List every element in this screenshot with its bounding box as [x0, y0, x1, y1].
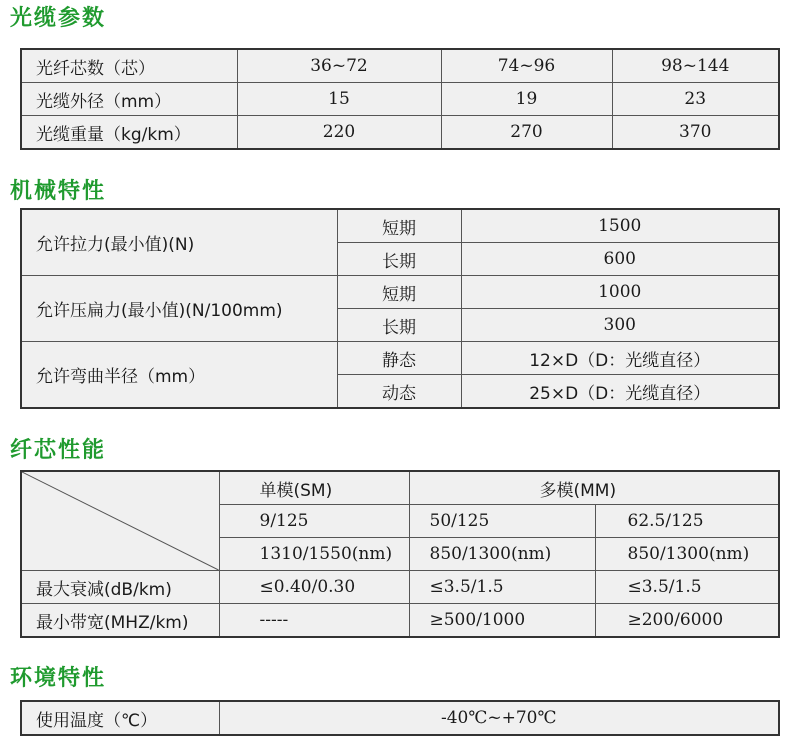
wavelength-cell: 1310/1550(nm)	[219, 538, 409, 571]
term-cell: 动态	[337, 375, 461, 409]
environment-table	[20, 700, 780, 736]
cell: 98~144	[612, 49, 779, 83]
sm-header: 单模(SM)	[219, 471, 409, 505]
cell: 370	[612, 116, 779, 150]
table-row	[21, 604, 779, 638]
table-row	[21, 209, 779, 243]
cell: 1500	[461, 209, 779, 243]
fiber-type-cell: 62.5/125	[595, 505, 779, 538]
row-label: 允许拉力(最小值)(N)	[21, 209, 337, 276]
table-row	[21, 471, 779, 505]
wavelength-cell: 850/1300(nm)	[409, 538, 595, 571]
diagonal-line	[22, 472, 219, 570]
row-label: 最大衰减(dB/km)	[21, 571, 219, 604]
cell: 23	[612, 83, 779, 116]
cell: 15	[237, 83, 441, 116]
cell: 12×D（D：光缆直径）	[461, 342, 779, 375]
cell: 74~96	[441, 49, 612, 83]
mm-header: 多模(MM)	[409, 471, 779, 505]
cell: 25×D（D：光缆直径）	[461, 375, 779, 409]
table-row	[21, 276, 779, 309]
row-label: 最小带宽(MHZ/km)	[21, 604, 219, 638]
diagonal-header-cell	[21, 471, 219, 571]
fiber-type-cell: 9/125	[219, 505, 409, 538]
table-row	[21, 116, 779, 150]
section-title-cable-params: 光缆参数	[10, 6, 107, 31]
cell: 19	[441, 83, 612, 116]
fiber-type-cell: 50/125	[409, 505, 595, 538]
term-cell: 短期	[337, 209, 461, 243]
cell: 270	[441, 116, 612, 150]
term-cell: 短期	[337, 276, 461, 309]
table-row	[21, 49, 779, 83]
row-label: 允许弯曲半径（mm）	[21, 342, 337, 409]
cell: 300	[461, 309, 779, 342]
mechanical-table	[20, 208, 780, 409]
cell: -----	[219, 604, 409, 638]
row-label: 光缆重量（kg/km）	[21, 116, 237, 150]
fiber-table	[20, 470, 780, 638]
table-row	[21, 342, 779, 375]
cell: 600	[461, 243, 779, 276]
term-cell: 长期	[337, 309, 461, 342]
cell: 220	[237, 116, 441, 150]
section-title-mechanical: 机械特性	[10, 179, 107, 204]
table-row	[21, 701, 779, 735]
cell: ≤3.5/1.5	[409, 571, 595, 604]
cell: ≤0.40/0.30	[219, 571, 409, 604]
wavelength-cell: 850/1300(nm)	[595, 538, 779, 571]
cell: ≥500/1000	[409, 604, 595, 638]
cell: 36~72	[237, 49, 441, 83]
cell: -40℃~+70℃	[219, 701, 779, 735]
cell: ≥200/6000	[595, 604, 779, 638]
cell: ≤3.5/1.5	[595, 571, 779, 604]
section-title-fiber: 纤芯性能	[10, 438, 107, 463]
term-cell: 静态	[337, 342, 461, 375]
cable-params-table	[20, 48, 780, 150]
table-row	[21, 83, 779, 116]
term-cell: 长期	[337, 243, 461, 276]
row-label: 光缆外径（mm）	[21, 83, 237, 116]
row-label: 使用温度（℃）	[21, 701, 219, 735]
row-label: 光纤芯数（芯）	[21, 49, 237, 83]
cell: 1000	[461, 276, 779, 309]
section-title-environment: 环境特性	[10, 666, 107, 691]
row-label: 允许压扁力(最小值)(N/100mm)	[21, 276, 337, 342]
table-row	[21, 571, 779, 604]
